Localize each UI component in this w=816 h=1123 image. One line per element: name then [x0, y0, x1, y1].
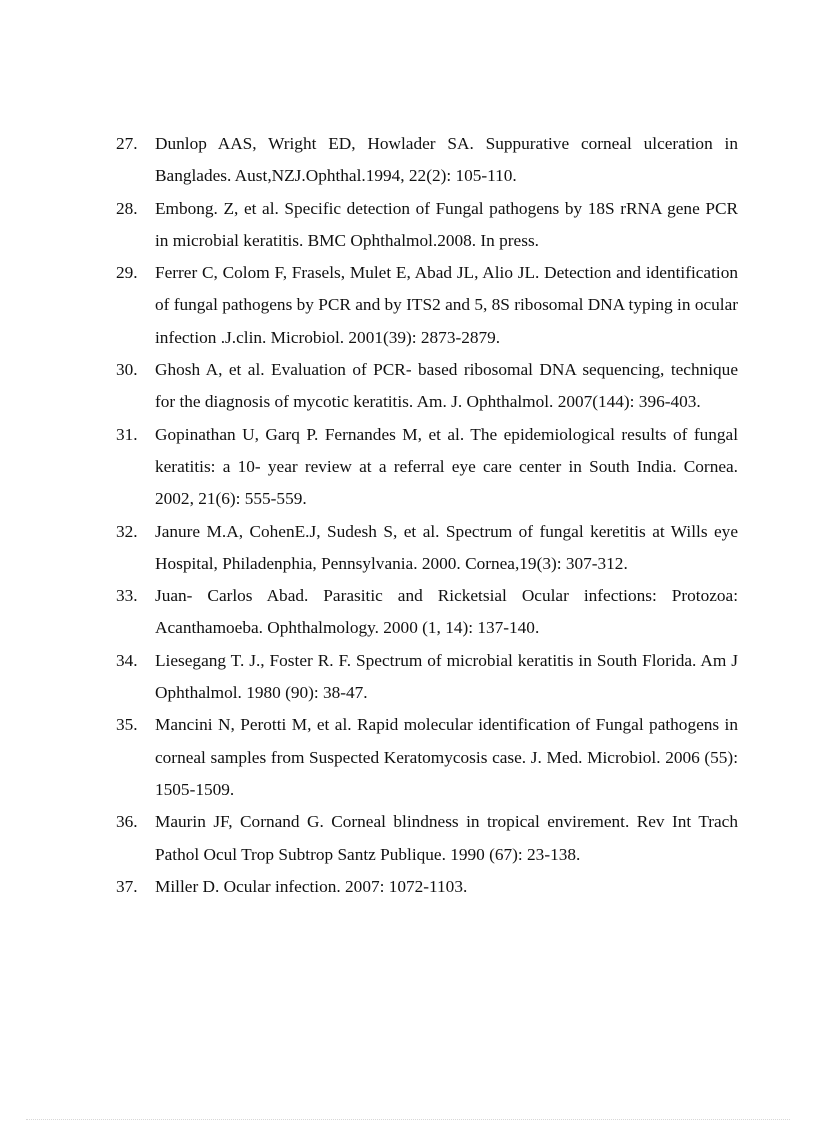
page-bottom-divider	[26, 1119, 790, 1120]
reference-text: Janure M.A, CohenE.J, Sudesh S, et al. Spectrum of fungal keretitis at Wills eye Hospital, Philadenphia, Pennsylvania. 2000. Cornea,19(3): 307-312.	[155, 521, 738, 573]
reference-number: 29.	[116, 263, 138, 283]
reference-text: Liesegang T. J., Foster R. F. Spectrum of microbial keratitis in South Florida. Am J Ophthalmol. 1980 (90): 38-47.	[155, 650, 738, 703]
reference-number: 27.	[116, 134, 138, 153]
reference-text: Maurin JF, Cornand G. Corneal blindness in tropical envirement. Rev Int Trach Pathol Ocul Trop Subtrop Santz Publique. 1990 (67): 23-138.	[155, 812, 738, 864]
reference-text: Ghosh A, et al. Evaluation of PCR- based ribosomal DNA sequencing, technique for the diagnosis of mycotic keratitis. Am. J. Ophthalmol. 2007(144): 396-403.	[155, 360, 738, 412]
reference-text: Juan- Carlos Abad. Parasitic and Ricketsial Ocular infections: Protozoa: Acanthamoeba. Ophthalmology. 2000 (1, 14): 137-140.	[155, 586, 738, 638]
reference-text: Ferrer C, Colom F, Frasels, Mulet E, Abad JL, Alio JL. Detection and identification of fungal pathogens by PCR and by ITS2 and 5, 8S ribosomal DNA typing in ocular infection .J.clin. Microbiol. 2001(39): 2873-2879.	[155, 263, 738, 347]
reference-item	[116, 257, 738, 354]
reference-text: Embong. Z, et al. Specific detection of Fungal pathogens by 18S rRNA gene PCR in microbial keratitis. BMC Ophthalmol.2008. In press.	[155, 198, 738, 250]
reference-item	[116, 516, 738, 581]
reference-number: 35.	[116, 715, 138, 735]
reference-text: Miller D. Ocular infection. 2007: 1072-1103.	[155, 876, 468, 896]
reference-number: 33.	[116, 586, 138, 606]
reference-item	[116, 709, 738, 806]
reference-number: 34.	[116, 650, 138, 670]
reference-item	[116, 645, 738, 710]
reference-item	[116, 871, 738, 903]
reference-number: 30.	[116, 360, 138, 380]
reference-text: Dunlop AAS, Wright ED, Howlader SA. Suppurative corneal ulceration in Banglades. Aust,NZJ.Ophthal.1994, 22(2): 105-110.	[155, 134, 738, 186]
reference-number: 37.	[116, 876, 138, 896]
reference-text: Gopinathan U, Garq P. Fernandes M, et al. The epidemiological results of fungal keratitis: a 10- year review at a referral eye care center in South India. Cornea. 2002, 21(6): 555-559.	[155, 424, 738, 509]
reference-item	[116, 419, 738, 516]
reference-number: 32.	[116, 521, 138, 541]
reference-list	[116, 128, 738, 903]
reference-item	[116, 354, 738, 419]
reference-number: 28.	[116, 198, 138, 218]
reference-item	[116, 193, 738, 258]
reference-item	[116, 128, 738, 193]
reference-number: 36.	[116, 812, 138, 832]
reference-number: 31.	[116, 424, 138, 444]
reference-text: Mancini N, Perotti M, et al. Rapid molecular identification of Fungal pathogens in corneal samples from Suspected Keratomycosis case. J. Med. Microbiol. 2006 (55): 1505-1509.	[155, 715, 738, 799]
reference-item	[116, 806, 738, 871]
reference-item	[116, 580, 738, 645]
